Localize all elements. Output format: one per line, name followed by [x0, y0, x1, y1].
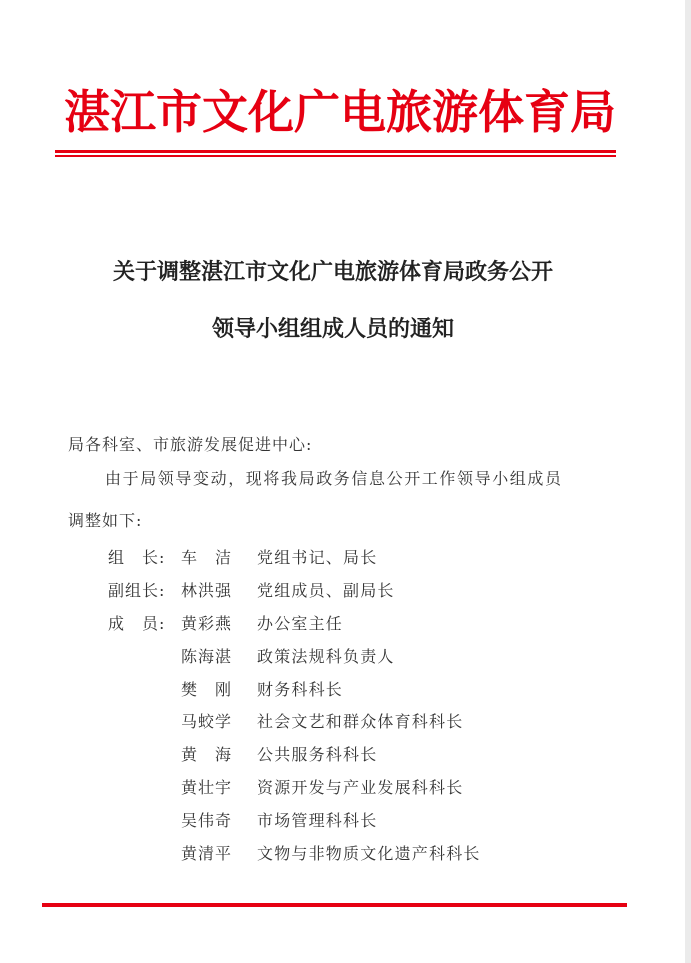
- member-name: 黄 海: [181, 745, 233, 764]
- member-position: 社会文艺和群众体育科科长: [257, 712, 464, 731]
- letterhead-org-name: 湛江市文化广电旅游体育局: [64, 85, 616, 139]
- member-name: 马蛟学: [181, 712, 233, 731]
- member-name: 黄壮宇: [181, 778, 233, 797]
- member-name: 车 洁: [181, 548, 233, 567]
- letterhead-rule-bottom: [55, 155, 616, 157]
- member-name: 黄彩燕: [181, 614, 233, 633]
- member-position: 党组成员、副局长: [257, 581, 395, 600]
- member-name: 吴伟奇: [181, 811, 233, 830]
- member-role: 副组长:: [108, 581, 166, 600]
- member-role: 组 长:: [108, 548, 166, 567]
- member-position: 党组书记、局长: [257, 548, 378, 567]
- member-name: 陈海湛: [181, 647, 233, 666]
- paragraph-line-2: 调整如下:: [68, 511, 143, 530]
- member-role: 成 员:: [108, 614, 166, 633]
- footer-rule: [42, 903, 627, 907]
- member-position: 市场管理科科长: [257, 811, 378, 830]
- member-name: 林洪强: [181, 581, 233, 600]
- member-name: 樊 刚: [181, 680, 233, 699]
- member-position: 财务科科长: [257, 680, 344, 699]
- document-title-line-1: 关于调整湛江市文化广电旅游体育局政务公开: [112, 259, 553, 285]
- paragraph-line-1: 由于局领导变动，现将我局政务信息公开工作领导小组成员: [105, 469, 563, 488]
- member-name: 黄清平: [181, 844, 233, 863]
- member-position: 文物与非物质文化遗产科科长: [257, 844, 481, 863]
- member-position: 办公室主任: [257, 614, 344, 633]
- document-title-line-2: 领导小组组成人员的通知: [211, 316, 454, 342]
- letterhead-rule-top: [55, 150, 616, 153]
- page-edge-shadow: [685, 0, 691, 963]
- member-position: 政策法规科负责人: [257, 647, 395, 666]
- salutation: 局各科室、市旅游发展促进中心:: [68, 435, 313, 454]
- member-position: 公共服务科科长: [257, 745, 378, 764]
- member-position: 资源开发与产业发展科科长: [257, 778, 464, 797]
